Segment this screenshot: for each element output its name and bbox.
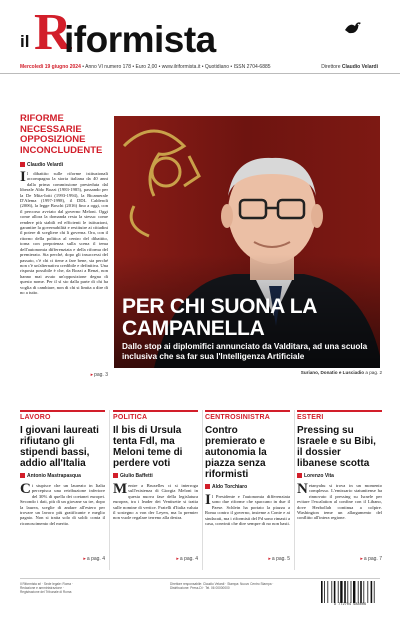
section-tag: ESTERI	[297, 410, 382, 421]
article-body	[113, 483, 198, 565]
article-title[interactable]: Contro premierato e autonomia la piazza senza riformisti	[205, 425, 267, 480]
editorial-column	[20, 114, 108, 378]
section-tag: LAVORO	[20, 410, 105, 421]
editorial-author: Claudio Velardi	[20, 162, 108, 168]
issue-details: • Anno VI numero 178 • Euro 2,00 • www.ilriformista.it • Quotidiano • ISSN 2704-6885	[80, 64, 271, 70]
bird-icon	[344, 20, 362, 36]
barcode-number: 9 772704 688006	[333, 603, 367, 607]
dropcap: I	[20, 171, 26, 185]
director-line	[321, 64, 378, 70]
article-author: Giulio Baffetti	[113, 473, 198, 479]
article-page-ref[interactable]: ▸ a pag. 4	[83, 556, 105, 562]
dropcap: N	[297, 483, 308, 497]
logo-wordmark: iformista	[64, 19, 216, 60]
article-body	[297, 483, 382, 565]
section-tag: POLITICA	[113, 410, 198, 421]
hero-headline[interactable]: PER CHI SUONA LA CAMPANELLA	[122, 295, 317, 340]
article-text: l Presidente e l'autonomia differenziata sono due riforme che spaccano in due il Paese. Schlein ha portato la piazza a Roma contro il governo, insieme a Conte e ai sindacati, ma i riformisti del Pd sono rimasti a casa, convinti che dire sempre di no non basti.	[205, 494, 290, 527]
article-author: Aldo Torchiaro	[205, 484, 290, 490]
footer-credits-note: Direttore responsabile: Claudio Velardi · Stampa: Nuovo Centro Stampa · Distribuzione: Press-Di · Tel. 06 00000000	[170, 582, 274, 590]
section-tag: CENTROSINISTRA	[205, 410, 290, 421]
column-divider	[294, 410, 295, 570]
editorial-body	[20, 171, 108, 385]
logo-initial: R	[34, 4, 72, 61]
column-divider	[109, 410, 110, 570]
article-body	[20, 483, 105, 565]
footer-publisher-note: Il Riformista srl · Sede legale: Roma · Redazione e amministrazione · Registrazione del Tribunale di Roma	[20, 582, 73, 594]
article-centrosinistra	[205, 410, 290, 572]
editorial-headline[interactable]: RIFORME NECESSARIE OPPOSIZIONE INCONCLUDENTE	[20, 113, 103, 156]
article-lavoro	[20, 410, 105, 572]
director-name: Claudio Velardi	[341, 64, 378, 70]
article-esteri	[297, 410, 382, 572]
article-title[interactable]: Il bis di Ursula tenta Fdl, ma Meloni teme di perdere voti	[113, 425, 183, 469]
article-author: Antonio Mastrapasqua	[20, 473, 105, 479]
article-body	[205, 494, 290, 576]
article-page-ref[interactable]: ▸ a pag. 4	[176, 556, 198, 562]
issue-date: Mercoledì 19 giugno 2024	[20, 64, 81, 70]
article-title[interactable]: I giovani laureati rifiutano gli stipendi bassi, addio all'Italia	[20, 425, 99, 469]
hero-credit	[300, 370, 382, 375]
hero-page-ref[interactable]: a pag. 2	[365, 370, 382, 375]
issue-info-strip	[0, 62, 400, 74]
dropcap: C	[20, 483, 31, 497]
article-text: entre a Bruxelles ci si interroga sull'esistenza di Giorgia Meloni in questa nuova fase della legislatura europea, tra i leader dei Ventisette si tratta sulle nomine di vertice. Fratelli d'Italia valuta il sostegno a von der Leyen, ma la premier non vuole regalare terreno alla destra.	[113, 483, 198, 521]
article-title[interactable]: Pressing su Israele e su Bibi, il dossier libanese scotta	[297, 425, 376, 469]
article-page-ref[interactable]: ▸ a pag. 5	[268, 556, 290, 562]
barcode-icon	[320, 581, 380, 603]
hero-subtitle: Dallo stop ai diplomifici annunciato da Valditara, ad una scuola inclusiva che sa far sua l'Intelligenza Artificiale	[122, 342, 368, 361]
dropcap: M	[113, 483, 128, 497]
editorial-text: l dibattito sulle riforme istituzionali accompagna la storia italiana da 40 anni dalla prima commissione presieduta dal liberale Aldo Bozzi (1983-1985), passando per la De Mita-Iotti (1993-1994), la Bicamerale D'Alema (1997-1998), il DDL Calderoli (2006), la legge Boschi (2016) fino a oggi, con il percorso avviato dal governo Meloni. Oggi come allora la domanda resta la stessa: come rendere più stabili ed efficienti le istituzioni, garantire la governabilità e restituire ai cittadini il potere di scegliere chi li governa. Ora, con il ritorno della politica al centro del dibattito, torna con prepotenza sulla scena il tema dell'autonomia differenziata e della riforma del premierato. Sia perché, dopo gli insuccessi del passato, c'è chi ci tiene a fare bene, sia perché non c'è un'alternativa credibile e definitiva. Una risposta possibile è che, da Bozzi a Renzi, non hanno mai avuto un'opposizione degna di questo nome. Per il sì sto dalla parte di chi ha voglia di cambiare, non di chi si limita a dire di no a tutto.	[20, 171, 108, 295]
director-label: Direttore	[321, 64, 341, 70]
article-author: Lorenzo Vita	[297, 473, 382, 479]
dropcap: I	[205, 494, 211, 508]
article-text: i stupisce che un laureato in Italia percepisca una retribuzione inferiore del 30% di quella dei coetanei europei. Secondo i dati, più di un giovane su tre, dopo la laurea, sceglie di andare all'estero per trovare un lavoro più gratificante e meglio pagato. Non si tratta solo di soldi: conta il riconoscimento del merito.	[20, 483, 105, 526]
logo-prefix: il	[20, 32, 30, 51]
editorial-page-ref[interactable]: ▸ pag. 3	[91, 372, 108, 378]
hero-photo[interactable]	[114, 116, 380, 368]
article-page-ref[interactable]: ▸ a pag. 7	[360, 556, 382, 562]
article-politica	[113, 410, 198, 572]
column-divider	[202, 410, 203, 570]
footer	[20, 578, 380, 608]
masthead	[0, 0, 400, 62]
article-text: etanyahu si trova in un momento complesso. L'emissario statunitense ha rinnovato il pressing su Israele per evitare l'escalation al confine con il Libano, dove Hezbollah continua a colpire. Washington teme un allargamento del conflitto all'intera regione.	[297, 483, 382, 521]
hero-credit-names: Suriano, Donatio e Lusciadio	[300, 370, 365, 375]
